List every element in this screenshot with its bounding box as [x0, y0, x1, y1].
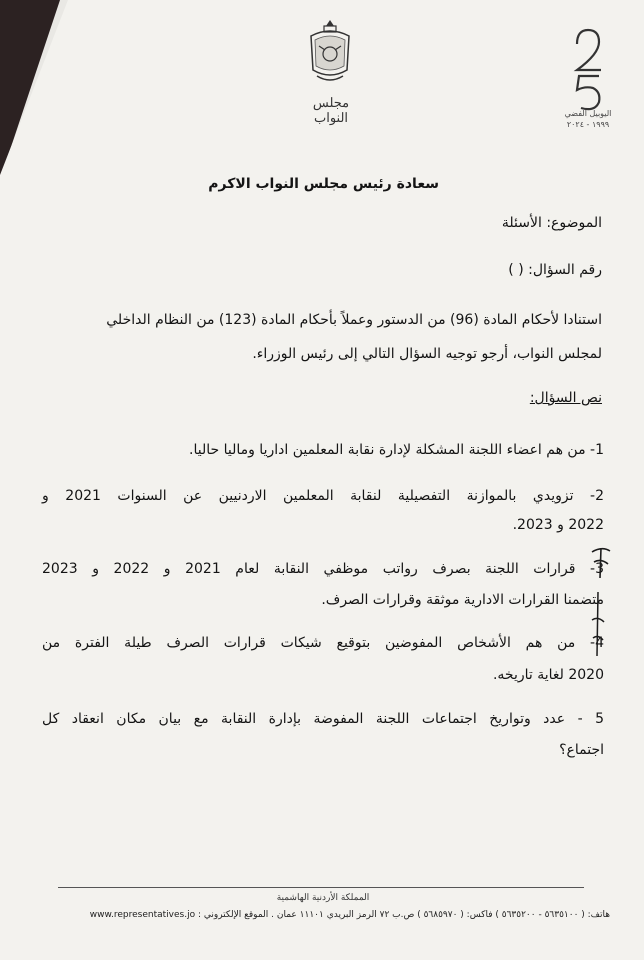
- jubilee-years: ١٩٩٩ - ٢٠٢٤: [566, 120, 610, 129]
- question-number: رقم السؤال: ( ): [508, 262, 602, 278]
- question-item-2-line-2: 2022 و 2023.: [512, 517, 604, 533]
- footer-seal-text: المملكة الأردنية الهاشمية: [276, 893, 370, 903]
- footer-divider: [58, 887, 584, 888]
- handwritten-stroke-icon: [588, 590, 608, 660]
- logo-text: مجلس النواب: [312, 96, 350, 126]
- footer-contact-line: هاتف: ( ٥٦٣٥١٠٠ - ٥٦٣٥٢٠٠ ) فاكس: ( ٥٦٨٥٩٧٠ ) ص.ب ٧٢ الرمز البريدي ١١١٠١ عمان . الموقع الإلكتروني : www.representatives.jo: [89, 910, 610, 920]
- subject-line: الموضوع: الأسئلة: [501, 215, 602, 231]
- question-item-5-line-2: اجتماع؟: [559, 742, 604, 758]
- handwritten-mark-icon: [588, 542, 614, 582]
- jubilee-caption: [556, 108, 620, 130]
- question-item-3-line-1: 3- قرارات اللجنة بصرف رواتب موظفي النقابة لعام 2021 و 2022 و 2023: [42, 561, 604, 577]
- jubilee-25-icon: [563, 24, 613, 114]
- intro-line-2: لمجلس النواب، أرجو توجيه السؤال التالي إلى رئيس الوزراء.: [252, 346, 602, 362]
- question-item-2-line-1: 2- تزويدي بالموازنة التفصيلية لنقابة المعلمين الاردنيين عن السنوات 2021 و: [42, 488, 604, 504]
- jordan-coat-of-arms-icon: [305, 18, 355, 90]
- question-item-3-line-2: متضمنا القرارات الادارية موثقة وقرارات الصرف.: [321, 592, 604, 608]
- salutation: سعادة رئيس مجلس النواب الاكرم: [208, 176, 439, 192]
- question-item-4-line-2: 2020 لغاية تاريخه.: [492, 667, 604, 683]
- question-item-5-line-1: 5 - عدد وتواريخ اجتماعات اللجنة المفوضة بإدارة النقابة مع بيان مكان انعقاد كل: [42, 711, 604, 727]
- jubilee-title: اليوبيل الفضي: [564, 109, 612, 118]
- intro-line-1: استنادا لأحكام المادة (96) من الدستور وعملاً بأحكام المادة (123) من النظام الداخلي: [106, 312, 602, 328]
- question-item-1: 1- من هم اعضاء اللجنة المشكلة لإدارة نقابة المعلمين اداريا وماليا حاليا.: [189, 442, 604, 458]
- question-label: نص السؤال:: [529, 390, 602, 406]
- question-item-4-line-1: 4- من هم الأشخاص المفوضين بتوقيع شيكات قرارات الصرف طيلة الفترة من: [42, 635, 604, 651]
